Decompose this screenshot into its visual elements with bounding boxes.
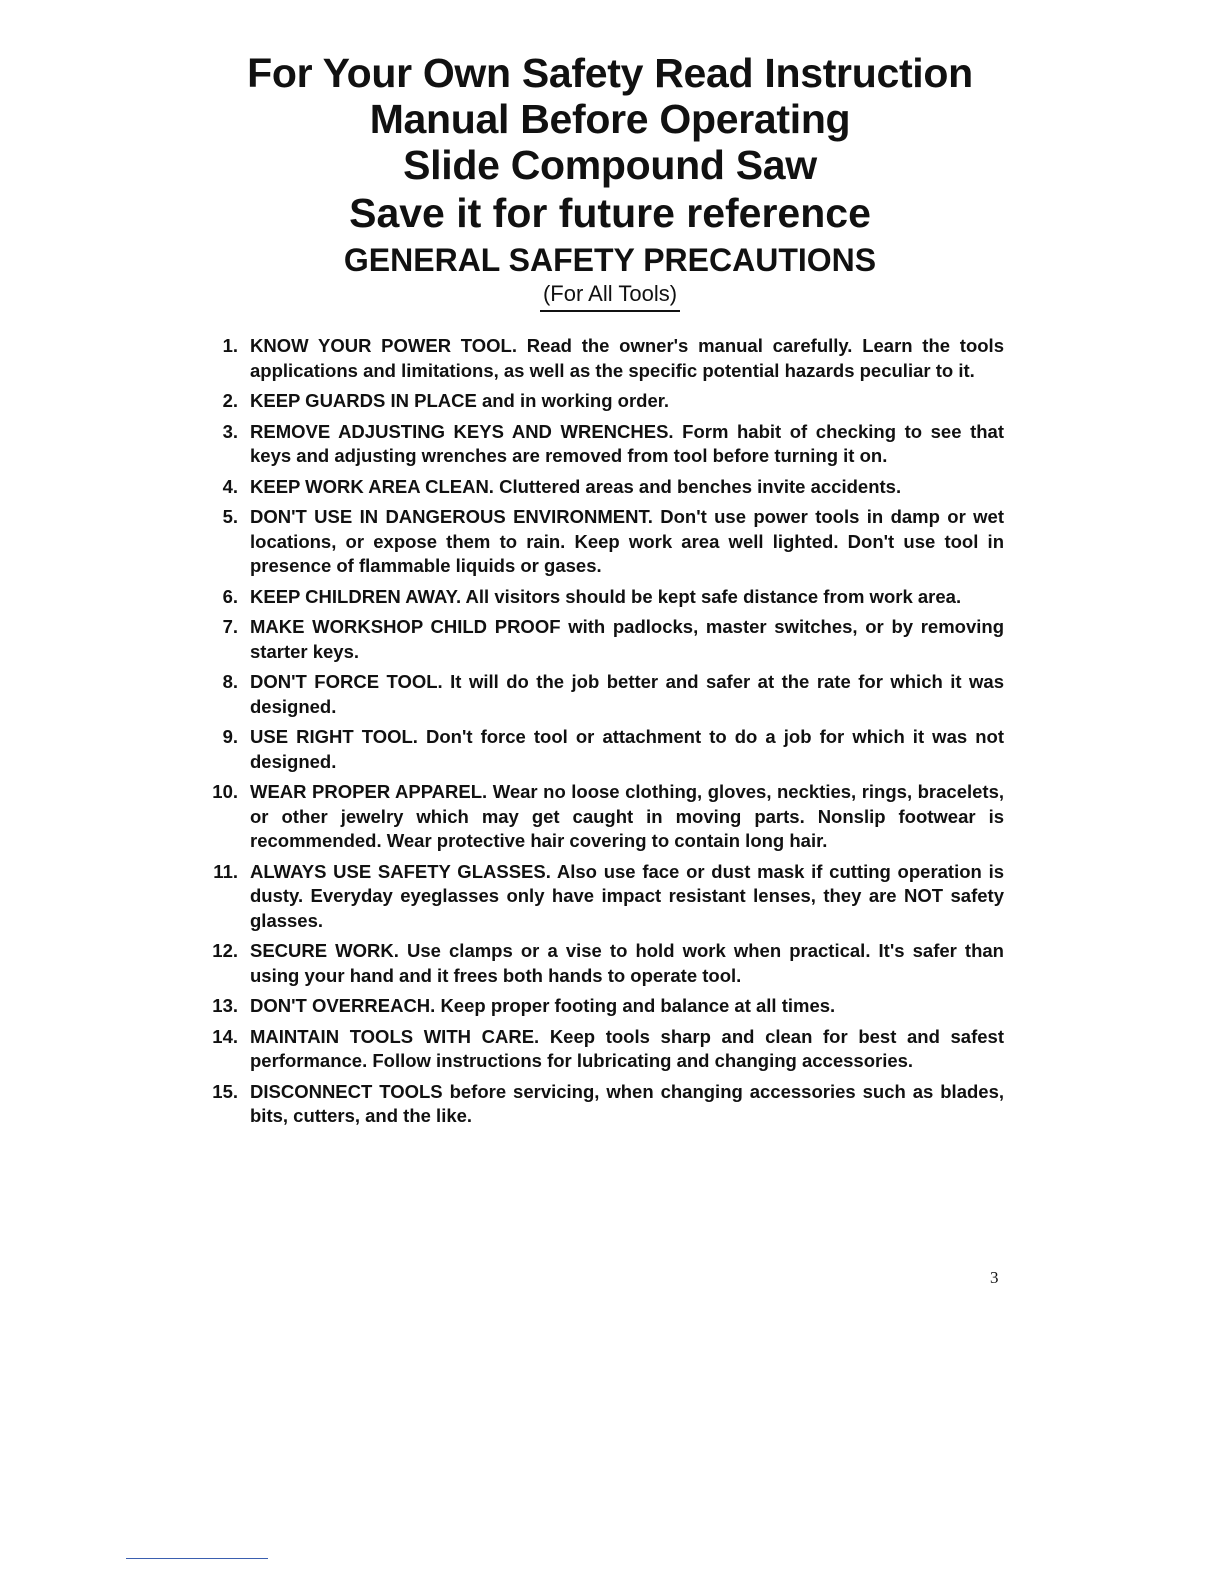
- title-line-3: Slide Compound Saw: [403, 142, 817, 188]
- list-item: [206, 505, 1004, 579]
- precautions-list: [206, 334, 1004, 1135]
- footer-divider: [126, 1558, 268, 1559]
- item-number: 9.: [222, 726, 238, 747]
- item-text: ALWAYS USE SAFETY GLASSES. Also use face or dust mask if cutting operation is dusty. Everyday eyeglasses only have impact resistant lenses, they are NOT safety glasses.: [250, 860, 1004, 931]
- list-item: [206, 334, 1004, 383]
- item-text: DON'T FORCE TOOL. It will do the job better and safer at the rate for which it was designed.: [250, 671, 1004, 717]
- item-number: 13.: [212, 995, 238, 1016]
- item-number: 15.: [212, 1080, 238, 1102]
- item-number: 8.: [222, 671, 238, 692]
- item-text: MAINTAIN TOOLS WITH CARE. Keep tools sharp and clean for best and safest performance. Follow instructions for lubricating and changing accessories.: [250, 1025, 1004, 1071]
- item-number: 4.: [222, 475, 238, 497]
- item-text: MAKE WORKSHOP CHILD PROOF with padlocks, master switches, or by removing starter keys.: [250, 616, 1004, 662]
- item-number: 7.: [222, 616, 238, 637]
- item-number: 2.: [222, 390, 238, 411]
- list-item: [206, 994, 1004, 1019]
- item-text: KEEP GUARDS IN PLACE and in working order.: [250, 390, 670, 411]
- save-reference-line: Save it for future reference: [349, 190, 871, 236]
- item-text: DISCONNECT TOOLS before servicing, when changing accessories such as blades, bits, cutters, and the like.: [250, 1080, 1004, 1126]
- item-number: 14.: [212, 1025, 238, 1047]
- item-text: KEEP WORK AREA CLEAN. Cluttered areas and benches invite accidents.: [250, 475, 902, 497]
- item-text: REMOVE ADJUSTING KEYS AND WRENCHES. Form habit of checking to see that keys and adjusting wrenches are removed from tool before turning it on.: [250, 420, 1004, 466]
- section-subtitle: (For All Tools): [540, 280, 680, 312]
- item-number: 1.: [222, 335, 238, 356]
- item-number: 6.: [222, 585, 238, 607]
- list-item: [206, 780, 1004, 854]
- list-item: [206, 1080, 1004, 1129]
- title-block: [180, 50, 1040, 312]
- item-text: DON'T OVERREACH. Keep proper footing and balance at all times.: [250, 995, 836, 1016]
- item-text: USE RIGHT TOOL. Don't force tool or attachment to do a job for which it was not designed.: [250, 726, 1004, 772]
- list-item: [206, 670, 1004, 719]
- item-text: KNOW YOUR POWER TOOL. Read the owner's manual carefully. Learn the tools applications and limitations, as well as the specific potential hazards peculiar to it.: [250, 335, 1004, 381]
- item-number: 10.: [212, 781, 238, 802]
- section-heading: GENERAL SAFETY PRECAUTIONS: [343, 242, 877, 278]
- list-item: [206, 725, 1004, 774]
- item-text: SECURE WORK. Use clamps or a vise to hold work when practical. It's safer than using your hand and it frees both hands to operate tool.: [250, 940, 1004, 986]
- list-item: [206, 389, 1004, 414]
- list-item: [206, 475, 1004, 500]
- page-number: 3: [990, 1268, 999, 1287]
- list-item: [206, 615, 1004, 664]
- item-number: 3.: [222, 420, 238, 442]
- item-text: DON'T USE IN DANGEROUS ENVIRONMENT. Don't use power tools in damp or wet locations, or expose them to rain. Keep work area well lighted. Don't use tool in presence of flammable liquids or gases.: [250, 506, 1004, 576]
- title-line-1: For Your Own Safety Read Instruction: [247, 50, 973, 96]
- item-number: 11.: [213, 860, 238, 882]
- title-line-2: Manual Before Operating: [369, 96, 851, 142]
- item-number: 5.: [222, 506, 238, 527]
- list-item: [206, 860, 1004, 934]
- list-item: [206, 1025, 1004, 1074]
- item-text: KEEP CHILDREN AWAY. All visitors should be kept safe distance from work area.: [250, 585, 962, 607]
- list-item: [206, 939, 1004, 988]
- item-number: 12.: [212, 940, 238, 961]
- list-item: [206, 420, 1004, 469]
- list-item: [206, 585, 1004, 610]
- item-text: WEAR PROPER APPAREL. Wear no loose clothing, gloves, neckties, rings, bracelets, or other jewelry which may get caught in moving parts. Nonslip footwear is recommended. Wear protective hair covering to contain long hair.: [250, 781, 1004, 851]
